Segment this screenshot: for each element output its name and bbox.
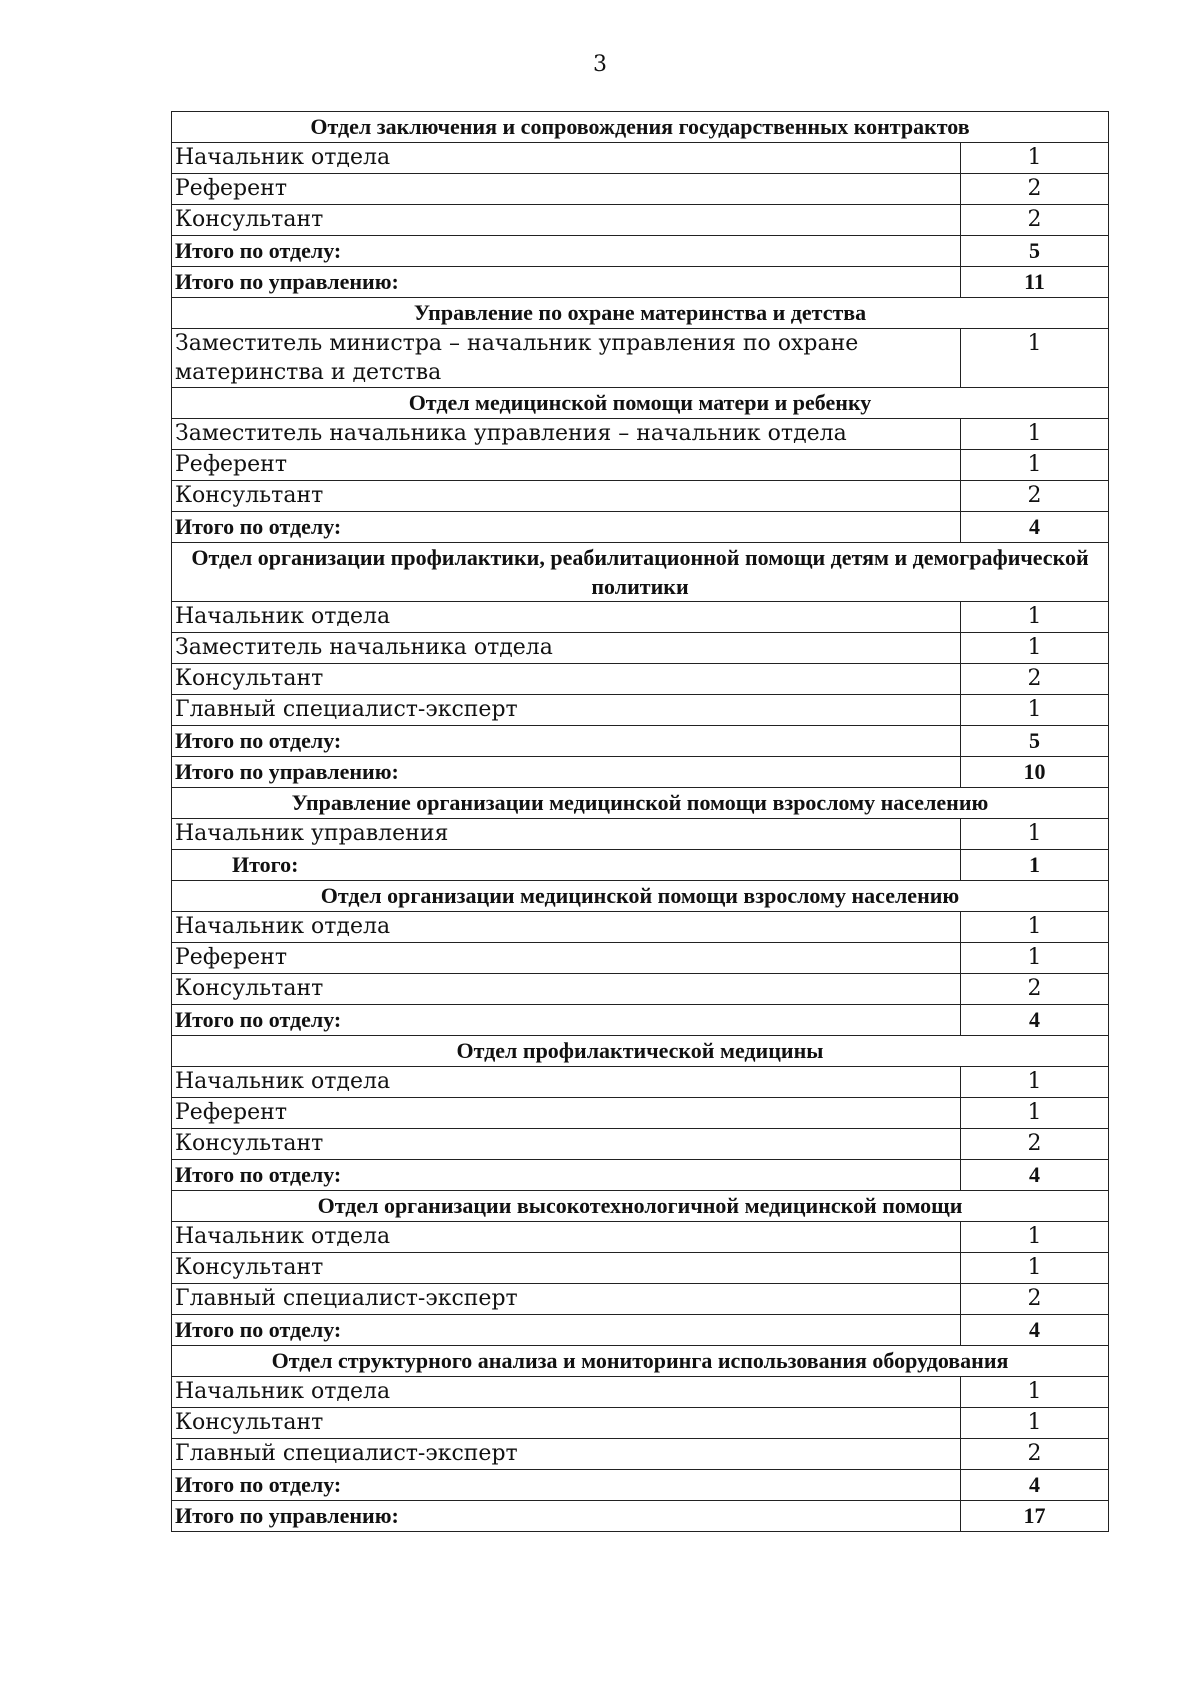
section-title: Отдел организации медицинской помощи взрослому населению (172, 881, 1109, 912)
total-label: Итого: (172, 850, 961, 881)
section-header-row (172, 1036, 1109, 1067)
position-name: Заместитель начальника управления – начальник отдела (172, 419, 961, 450)
position-count: 1 (961, 143, 1109, 174)
position-row (172, 143, 1109, 174)
section-header-row (172, 788, 1109, 819)
position-count: 1 (961, 1067, 1109, 1098)
total-row (172, 1005, 1109, 1036)
section-title: Управление по охране материнства и детства (172, 298, 1109, 329)
position-name: Референт (172, 174, 961, 205)
position-count: 2 (961, 174, 1109, 205)
total-count: 4 (961, 1470, 1109, 1501)
section-header-row (172, 1346, 1109, 1377)
position-name: Начальник отдела (172, 1377, 961, 1408)
position-count: 1 (961, 912, 1109, 943)
total-row (172, 757, 1109, 788)
position-name: Начальник отдела (172, 1222, 961, 1253)
section-header-row (172, 388, 1109, 419)
total-row (172, 1470, 1109, 1501)
position-row (172, 664, 1109, 695)
total-row (172, 1160, 1109, 1191)
position-name: Заместитель министра – начальник управления по охране материнства и детства (172, 329, 961, 388)
total-label: Итого по управлению: (172, 757, 961, 788)
position-name: Консультант (172, 1253, 961, 1284)
position-row (172, 419, 1109, 450)
total-row (172, 1315, 1109, 1346)
total-row (172, 726, 1109, 757)
total-label: Итого по управлению: (172, 267, 961, 298)
total-label: Итого по отделу: (172, 512, 961, 543)
section-title: Отдел медицинской помощи матери и ребенку (172, 388, 1109, 419)
position-name: Консультант (172, 1129, 961, 1160)
total-count: 4 (961, 512, 1109, 543)
position-count: 1 (961, 1377, 1109, 1408)
position-row (172, 819, 1109, 850)
position-count: 1 (961, 329, 1109, 388)
position-row (172, 1408, 1109, 1439)
total-count: 10 (961, 757, 1109, 788)
position-row (172, 1377, 1109, 1408)
position-count: 1 (961, 419, 1109, 450)
position-count: 2 (961, 1129, 1109, 1160)
position-count: 1 (961, 450, 1109, 481)
total-row (172, 267, 1109, 298)
position-row (172, 1284, 1109, 1315)
position-name: Консультант (172, 664, 961, 695)
position-count: 1 (961, 1408, 1109, 1439)
total-count: 17 (961, 1501, 1109, 1532)
total-count: 11 (961, 267, 1109, 298)
position-name: Заместитель начальника отдела (172, 633, 961, 664)
position-row (172, 633, 1109, 664)
total-label: Итого по отделу: (172, 1160, 961, 1191)
position-name: Консультант (172, 481, 961, 512)
section-title: Управление организации медицинской помощи взрослому населению (172, 788, 1109, 819)
total-label: Итого по отделу: (172, 1005, 961, 1036)
section-header-row (172, 543, 1109, 602)
position-row (172, 174, 1109, 205)
page-number: 3 (593, 52, 607, 77)
position-row (172, 943, 1109, 974)
position-row (172, 912, 1109, 943)
position-row (172, 1098, 1109, 1129)
position-name: Главный специалист-эксперт (172, 1284, 961, 1315)
position-name: Начальник отдела (172, 912, 961, 943)
position-count: 1 (961, 943, 1109, 974)
total-count: 1 (961, 850, 1109, 881)
section-header-row (172, 112, 1109, 143)
total-count: 4 (961, 1160, 1109, 1191)
staffing-table (171, 111, 1109, 1532)
position-name: Консультант (172, 205, 961, 236)
position-row (172, 450, 1109, 481)
position-row (172, 329, 1109, 388)
total-count: 4 (961, 1315, 1109, 1346)
position-row (172, 1253, 1109, 1284)
position-count: 1 (961, 819, 1109, 850)
position-row (172, 974, 1109, 1005)
total-row (172, 512, 1109, 543)
section-header-row (172, 1191, 1109, 1222)
position-name: Главный специалист-эксперт (172, 695, 961, 726)
section-header-row (172, 881, 1109, 912)
total-label: Итого по отделу: (172, 236, 961, 267)
position-row (172, 695, 1109, 726)
position-row (172, 602, 1109, 633)
section-title: Отдел организации профилактики, реабилитационной помощи детям и демографической политики (172, 543, 1109, 602)
total-label: Итого по отделу: (172, 1470, 961, 1501)
total-row (172, 236, 1109, 267)
section-title: Отдел организации высокотехнологичной медицинской помощи (172, 1191, 1109, 1222)
total-count: 5 (961, 236, 1109, 267)
position-name: Референт (172, 450, 961, 481)
position-name: Начальник отдела (172, 602, 961, 633)
position-row (172, 1067, 1109, 1098)
position-row (172, 1129, 1109, 1160)
position-row (172, 205, 1109, 236)
position-name: Референт (172, 1098, 961, 1129)
section-title: Отдел структурного анализа и мониторинга использования оборудования (172, 1346, 1109, 1377)
position-count: 1 (961, 1222, 1109, 1253)
section-title: Отдел заключения и сопровождения государственных контрактов (172, 112, 1109, 143)
position-count: 1 (961, 633, 1109, 664)
position-count: 2 (961, 1284, 1109, 1315)
total-label: Итого по отделу: (172, 726, 961, 757)
position-count: 1 (961, 1253, 1109, 1284)
position-count: 1 (961, 602, 1109, 633)
position-row (172, 1222, 1109, 1253)
position-name: Главный специалист-эксперт (172, 1439, 961, 1470)
position-name: Консультант (172, 974, 961, 1005)
total-label: Итого по управлению: (172, 1501, 961, 1532)
total-label: Итого по отделу: (172, 1315, 961, 1346)
total-row (172, 850, 1109, 881)
total-count: 5 (961, 726, 1109, 757)
section-title: Отдел профилактической медицины (172, 1036, 1109, 1067)
position-name: Консультант (172, 1408, 961, 1439)
staffing-table-body (172, 112, 1109, 1532)
position-count: 2 (961, 664, 1109, 695)
position-name: Начальник управления (172, 819, 961, 850)
total-row (172, 1501, 1109, 1532)
position-count: 2 (961, 974, 1109, 1005)
position-row (172, 1439, 1109, 1470)
position-count: 2 (961, 205, 1109, 236)
position-row (172, 481, 1109, 512)
position-name: Начальник отдела (172, 143, 961, 174)
position-count: 2 (961, 1439, 1109, 1470)
section-header-row (172, 298, 1109, 329)
position-name: Референт (172, 943, 961, 974)
total-count: 4 (961, 1005, 1109, 1036)
position-count: 1 (961, 1098, 1109, 1129)
position-count: 1 (961, 695, 1109, 726)
position-count: 2 (961, 481, 1109, 512)
position-name: Начальник отдела (172, 1067, 961, 1098)
